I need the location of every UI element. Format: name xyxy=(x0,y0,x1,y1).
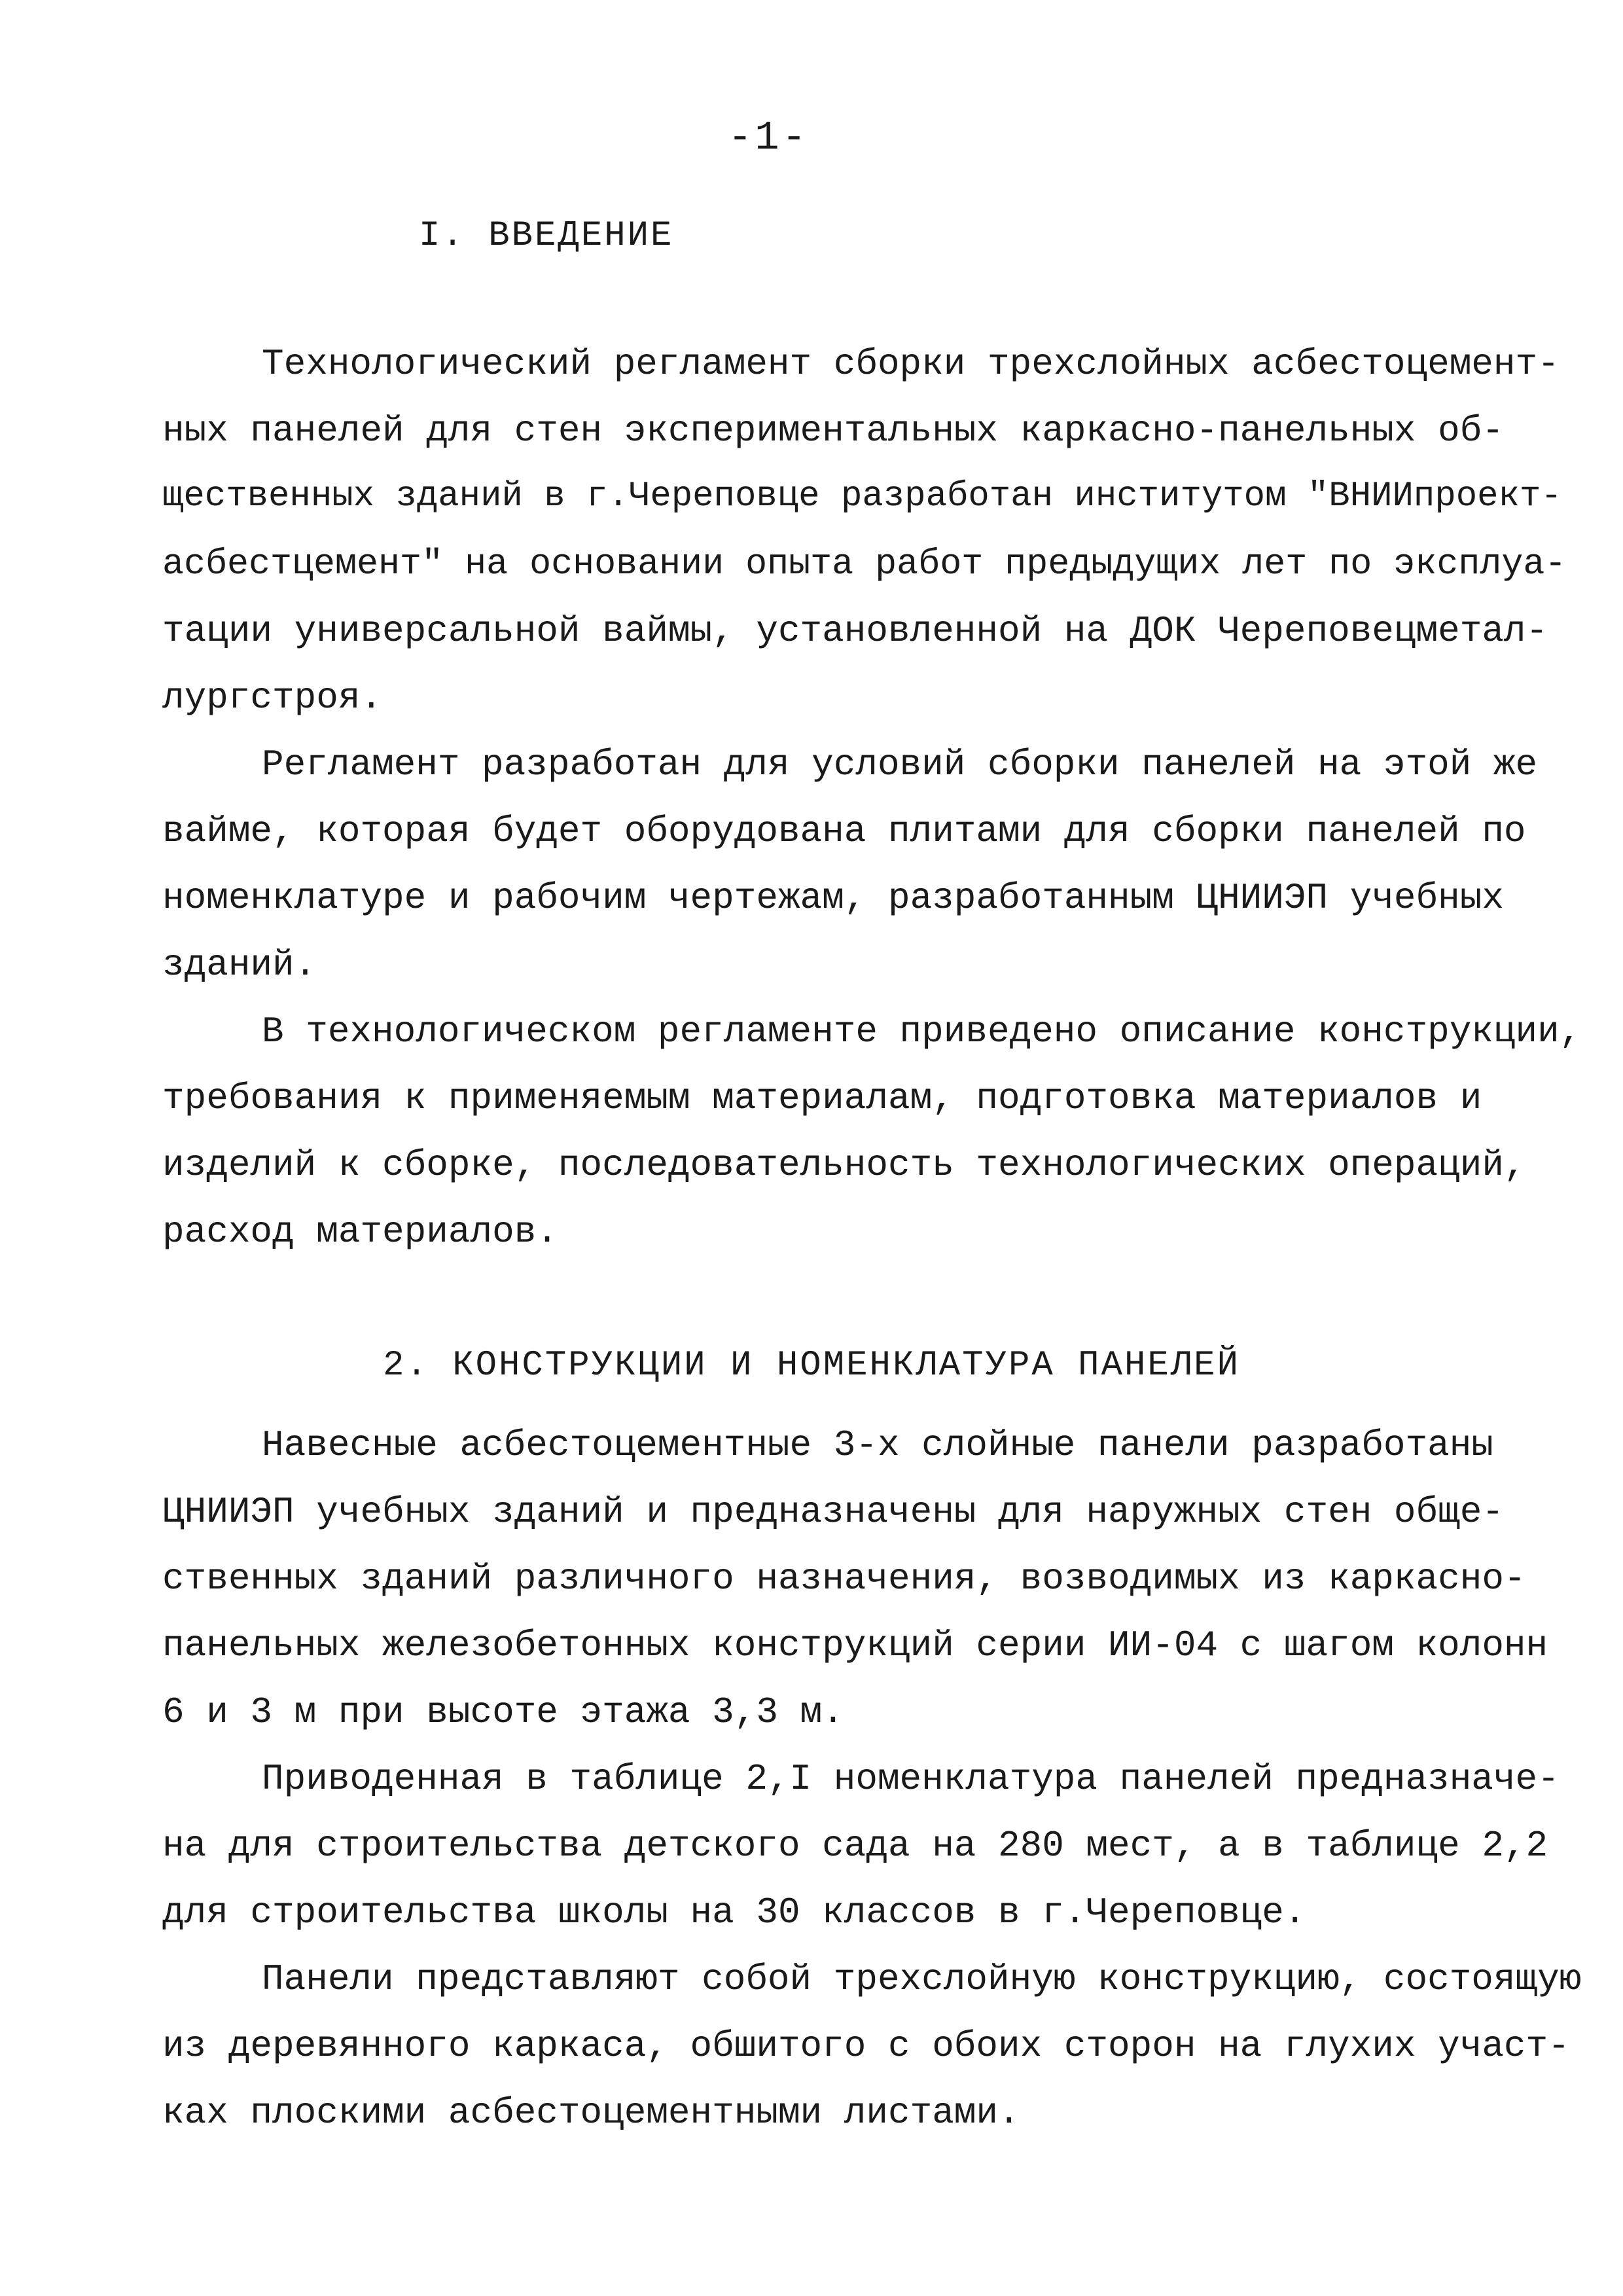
section-1-line: В технологическом регламенте приведено описание конструкции, xyxy=(262,1011,1582,1052)
section-2-line: Панели представляют собой трехслойную конструкцию, состоящую xyxy=(262,1958,1582,2000)
section-1-line: номенклатуре и рабочим чертежам, разработанным ЦНИИЭП учебных xyxy=(162,877,1504,919)
section-1-line: требования к применяемым материалам, подготовка материалов и xyxy=(162,1077,1482,1119)
section-2-line: панельных железобетонных конструкций серии ИИ-04 с шагом колонн xyxy=(162,1624,1548,1666)
section-2-line: 6 и 3 м при высоте этажа 3,3 м. xyxy=(162,1691,844,1733)
section-1-line: изделий к сборке, последовательность технологических операций, xyxy=(162,1144,1526,1186)
section-1-line: расход материалов. xyxy=(162,1211,558,1253)
section-1-line: тации универсальной ваймы, установленной на ДОК Череповецметал- xyxy=(162,610,1548,652)
section-2-line: для строительства школы на 30 классов в г.Череповце. xyxy=(162,1892,1306,1933)
section-1-heading: I. ВВЕДЕНИЕ xyxy=(419,216,674,256)
section-1-line: асбестцемент" на основании опыта работ предыдущих лет по эксплуа- xyxy=(162,543,1567,584)
section-1-line: щественных зданий в г.Череповце разработан институтом "ВНИИпроект- xyxy=(162,476,1562,516)
section-1-line: Регламент разработан для условий сборки панелей на этой же xyxy=(262,744,1538,785)
section-2-heading: 2. КОНСТРУКЦИИ И НОМЕНКЛАТУРА ПАНЕЛЕЙ xyxy=(383,1346,1240,1386)
section-2-line: ЦНИИЭП учебных зданий и предназначены для наружных стен обще- xyxy=(162,1491,1504,1533)
page-number: -1- xyxy=(728,115,809,161)
section-1-line: вайме, которая будет оборудована плитами для сборки панелей по xyxy=(162,810,1526,852)
section-1-line: лургстроя. xyxy=(162,677,383,719)
section-2-line: Навесные асбестоцементные 3-х слойные панели разработаны xyxy=(262,1424,1493,1466)
section-2-line: Приводенная в таблице 2,I номенклатура панелей предназначе- xyxy=(262,1758,1560,1800)
section-1-line: Технологический регламент сборки трехслойных асбестоцемент- xyxy=(262,343,1560,385)
section-2-line: из деревянного каркаса, обшитого с обоих сторон на глухих участ- xyxy=(162,2025,1570,2067)
section-1-line: ных панелей для стен экспериментальных каркасно-панельных об- xyxy=(162,410,1504,452)
section-1-line: зданий. xyxy=(162,944,317,986)
section-2-line: ках плоскими асбестоцементными листами. xyxy=(162,2092,1020,2134)
section-2-line: на для строительства детского сада на 280 мест, а в таблице 2,2 xyxy=(162,1825,1548,1867)
section-2-line: ственных зданий различного назначения, возводимых из каркасно- xyxy=(162,1558,1526,1600)
